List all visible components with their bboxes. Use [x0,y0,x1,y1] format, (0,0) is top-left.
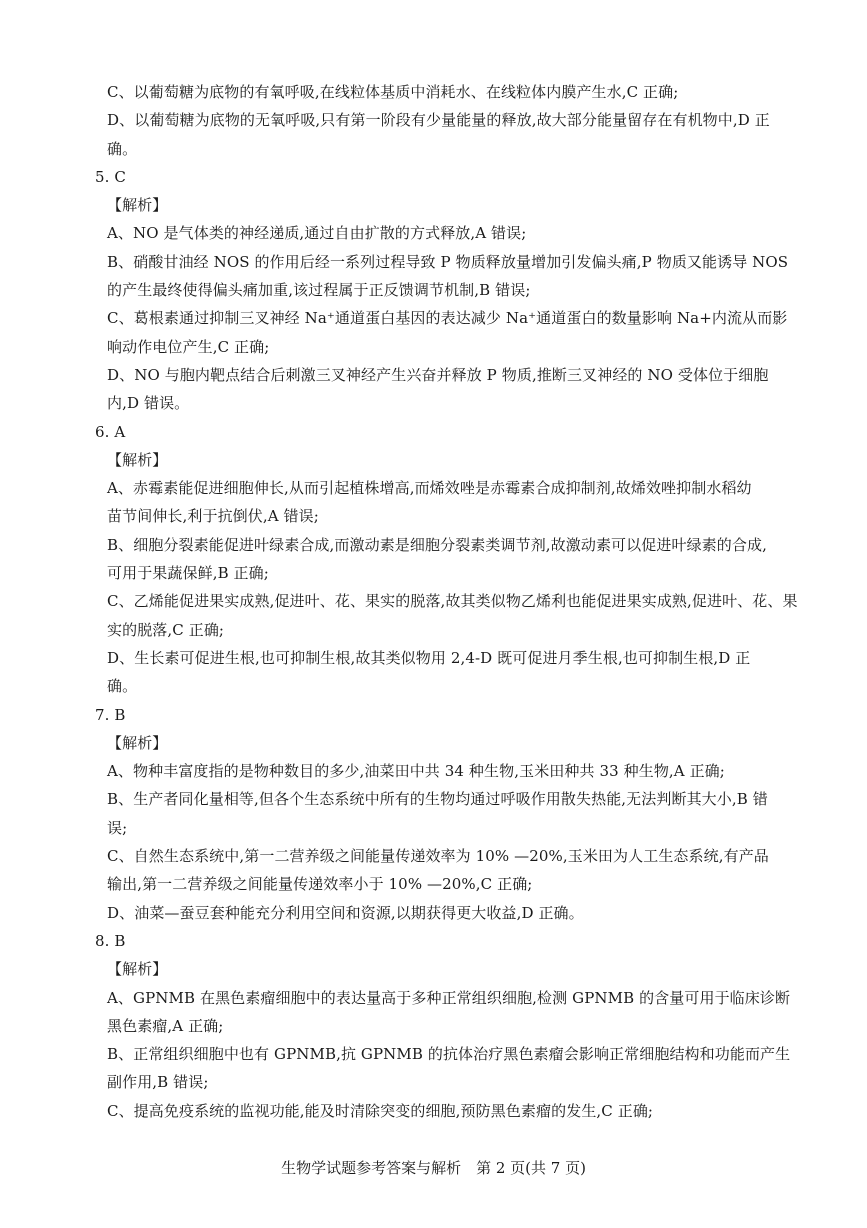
text-line: A、物种丰富度指的是物种数目的多少,油菜田中共 34 种生物,玉米田种共 33 种生物,A 正确; [107,762,725,781]
text-line: 【解析】 [107,960,168,979]
question-number: 7. B [95,705,126,724]
text-line: C、提高免疫系统的监视功能,能及时清除突变的细胞,预防黑色素瘤的发生,C 正确; [107,1101,654,1120]
question-number: 8. B [95,931,126,950]
text-line: 副作用,B 错误; [107,1073,209,1092]
text-line: A、GPNMB 在黑色素瘤细胞中的表达量高于多种正常组织细胞,检测 GPNMB 的含量可用于临床诊断 [107,988,791,1007]
page-footer: 生物学试题参考答案与解析 第 2 页(共 7 页) [281,1159,586,1177]
text-line: B、细胞分裂素能促进叶绿素合成,而激动素是细胞分裂素类调节剂,故激动素可以促进叶绿素的合成, [107,535,767,554]
text-line: 【解析】 [107,196,168,215]
text-line: B、硝酸甘油经 NOS 的作用后经一系列过程导致 P 物质释放量增加引发偏头痛,P 物质又能诱导 NOS [107,252,789,271]
question-number: 5. C [95,167,126,186]
text-line: C、葛根素通过抑制三叉神经 Na⁺通道蛋白基因的表达减少 Na⁺通道蛋白的数量影响 Na+内流从而影 [107,309,788,328]
text-line: D、生长素可促进生根,也可抑制生根,故其类似物用 2,4-D 既可促进月季生根,也可抑制生根,D 正 [107,648,751,667]
text-line: C、以葡萄糖为底物的有氧呼吸,在线粒体基质中消耗水、在线粒体内膜产生水,C 正确; [107,83,679,101]
text-line: 误; [107,818,128,837]
text-line: 苗节间伸长,利于抗倒伏,A 错误; [107,507,319,526]
text-line: A、赤霉素能促进细胞伸长,从而引起植株增高,而烯效唑是赤霉素合成抑制剂,故烯效唑抑制水稻幼 [107,479,752,498]
text-line: A、NO 是气体类的神经递质,通过自由扩散的方式释放,A 错误; [107,224,527,243]
text-line: B、正常组织细胞中也有 GPNMB,抗 GPNMB 的抗体治疗黑色素瘤会影响正常细胞结构和功能而产生 [107,1045,791,1064]
text-line: 【解析】 [107,450,168,469]
text-line: 确。 [107,139,138,158]
text-line: 确。 [107,677,138,696]
text-line: 黑色素瘤,A 正确; [107,1016,224,1035]
text-line: C、乙烯能促进果实成熟,促进叶、花、果实的脱落,故其类似物乙烯利也能促进果实成熟,促进叶、花、果 [107,592,798,611]
text-line: 内,D 错误。 [107,394,190,413]
question-number: 6. A [95,422,126,441]
text-line: D、以葡萄糖为底物的无氧呼吸,只有第一阶段有少量能量的释放,故大部分能量留存在有机物中,D 正 [107,111,770,130]
text-line: 实的脱落,C 正确; [107,620,225,639]
text-line: C、自然生态系统中,第一二营养级之间能量传递效率为 10% —20%,玉米田为人工生态系统,有产品 [107,847,769,866]
text-line: 【解析】 [107,733,168,752]
text-line: 的产生最终使得偏头痛加重,该过程属于正反馈调节机制,B 错误; [107,281,531,300]
answer-content [95,78,798,1125]
text-line: D、油菜—蚕豆套种能充分利用空间和资源,以期获得更大收益,D 正确。 [107,903,584,922]
text-line: 可用于果蔬保鲜,B 正确; [107,564,269,583]
text-line: D、NO 与胞内靶点结合后刺激三叉神经产生兴奋并释放 P 物质,推断三叉神经的 NO 受体位于细胞 [107,365,769,384]
text-line: B、生产者同化量相等,但各个生态系统中所有的生物均通过呼吸作用散失热能,无法判断其大小,B 错 [107,790,768,809]
text-line: 响动作电位产生,C 正确; [107,337,270,356]
text-line: 输出,第一二营养级之间能量传递效率小于 10% —20%,C 正确; [107,875,533,894]
